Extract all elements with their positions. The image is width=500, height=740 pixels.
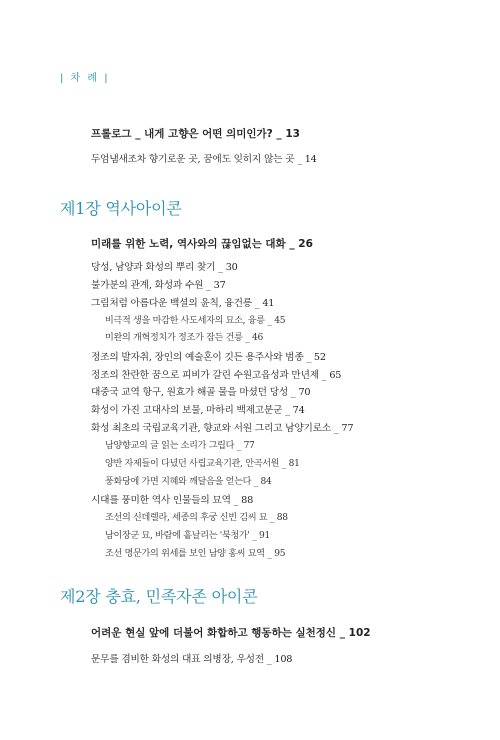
toc-entry: 불가분의 관계, 화성과 수원 _ 37 [91, 280, 226, 291]
toc-subentry: 미완의 개혁정치가 정조가 잠든 건릉 _ 46 [105, 333, 264, 343]
toc-entry: 그림처럼 아름다운 백셜의 윤칙, 융건릉 _ 41 [91, 298, 275, 309]
toc-entry: 문무를 겸비한 화성의 대표 의병장, 우성전 _ 108 [91, 654, 293, 665]
toc-entry: 당성, 남양과 화성의 뿌리 찾기 _ 30 [91, 262, 238, 273]
toc-entry: 정조의 발자취, 장인의 예술혼이 깃든 용주사와 범종 _ 52 [91, 352, 326, 363]
toc-subentry: 비극적 생을 마감한 사도세자의 묘소, 융릉 _ 45 [105, 316, 286, 326]
toc-subentry: 조선의 신데렐라, 세종의 후궁 신빈 김씨 묘 _ 88 [105, 513, 288, 523]
toc-subentry: 풍화당에 가면 지혜와 깨달음을 얻는다 _ 84 [105, 477, 272, 487]
toc-subentry: 양반 자제들이 다녔던 사립교육기관, 안곡서원 _ 81 [105, 459, 300, 469]
prologue-subtitle: 두엄냄새조차 향기로운 곳, 꿈에도 잊히지 않는 곳 _ 14 [91, 154, 317, 165]
toc-subentry: 남이장군 묘, 바람에 흩날리는 '북청가' _ 91 [105, 531, 271, 541]
toc-subentry: 남양향교의 글 읽는 소리가 그립다 _ 77 [105, 441, 255, 451]
chapter2-title: 제2장 충효, 민족자존 아이콘 [60, 587, 258, 606]
chapter2-section-title: 어려운 현실 앞에 더불어 화합하고 행동하는 실천정신 _ 102 [91, 627, 371, 639]
toc-entry: 정조의 찬란한 꿈으로 피비가 갈린 수원고읍성과 만년제 _ 65 [91, 370, 342, 381]
chapter1-title: 제1장 역사아이콘 [60, 199, 182, 218]
toc-entry: 화성이 가진 고대사의 보물, 마하리 백제고분군 _ 74 [91, 405, 305, 416]
toc-entry: 대중국 교역 항구, 원효가 해골 물을 마셨던 당성 _ 70 [91, 387, 311, 398]
chapter1-section-title: 미래를 위한 노력, 역사와의 끊임없는 대화 _ 26 [91, 238, 313, 250]
toc-label: | 차 례 | [60, 73, 110, 84]
prologue-heading: 프롤로그 _ 내게 고향은 어떤 의미인가? _ 13 [91, 128, 300, 140]
toc-entry: 화성 최초의 국립교육기관, 향교와 서원 그리고 남양기로소 _ 77 [91, 423, 354, 434]
toc-entry: 시대를 풍미한 역사 인물들의 묘역 _ 88 [91, 495, 254, 506]
toc-subentry: 조선 명문가의 위세를 보인 남양 홍씨 묘역 _ 95 [105, 549, 286, 559]
